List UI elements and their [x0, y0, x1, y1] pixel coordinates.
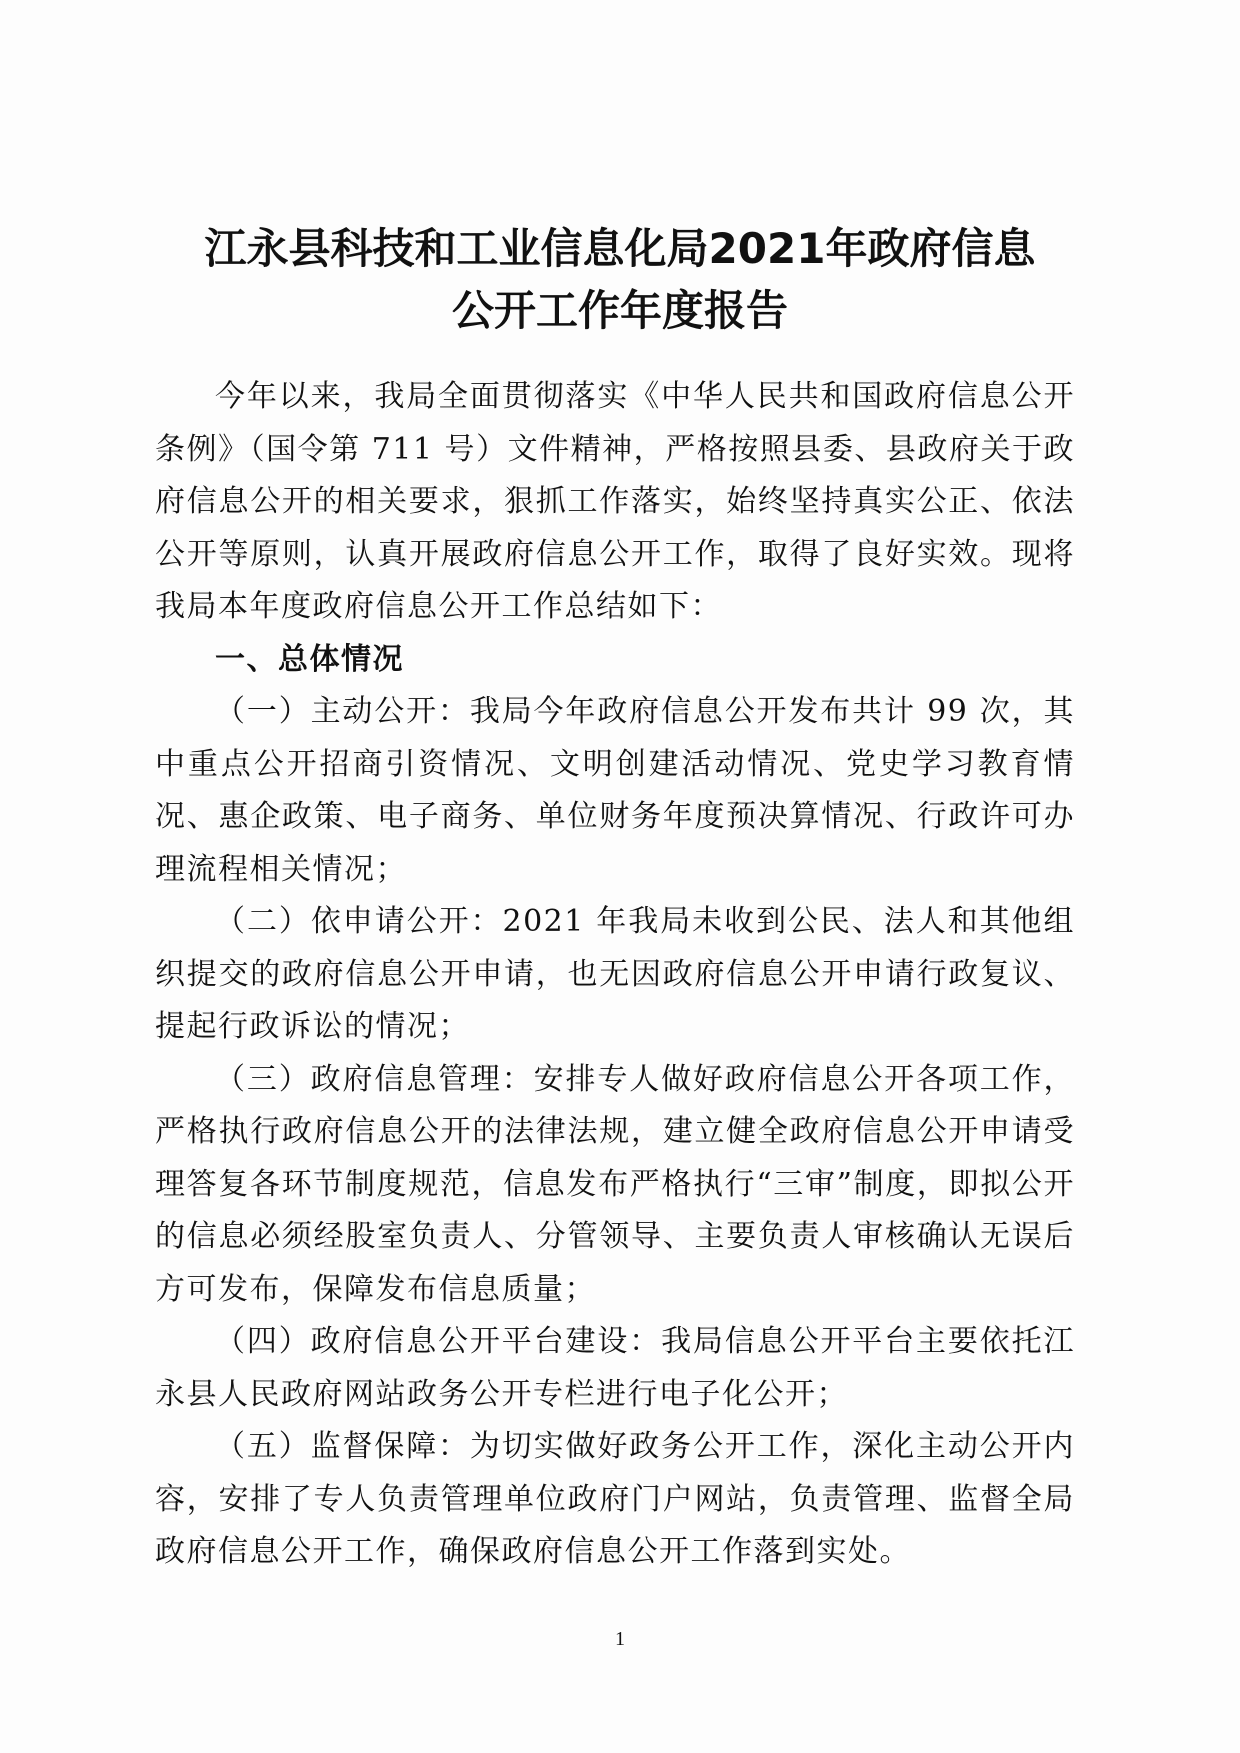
title-line-1: 江永县科技和工业信息化局2021年政府信息	[204, 224, 1036, 273]
title-line-2: 公开工作年度报告	[451, 286, 788, 335]
page-number: 1	[615, 1628, 625, 1650]
intro-paragraph: 今年以来，我局全面贯彻落实《中华人民共和国政府信息公开条例》（国令第 711 号）文件精神，严格按照县委、县政府关于政府信息公开的相关要求，狠抓工作落实，始终坚持真实公正、依法公开等原则，认真开展政府信息公开工作，取得了良好实效。现将我局本年度政府信息公开工作总结如下：	[155, 379, 1075, 624]
section-heading-overall: 一、总体情况	[215, 641, 404, 677]
paragraph-platform-construction: （四）政府信息公开平台建设：我局信息公开平台主要依托江永县人民政府网站政务公开专栏进行电子化公开；	[155, 1324, 1075, 1412]
paragraph-proactive-disclosure: （一）主动公开：我局今年政府信息公开发布共计 99 次，其中重点公开招商引资情况、文明创建活动情况、党史学习教育情况、惠企政策、电子商务、单位财务年度预决算情况、行政许可办理流程相关情况；	[155, 694, 1075, 887]
paragraph-supervision: （五）监督保障：为切实做好政务公开工作，深化主动公开内容，安排了专人负责管理单位政府门户网站，负责管理、监督全局政府信息公开工作，确保政府信息公开工作落到实处。	[155, 1429, 1075, 1569]
paragraph-information-management: （三）政府信息管理：安排专人做好政府信息公开各项工作，严格执行政府信息公开的法律法规，建立健全政府信息公开申请受理答复各环节制度规范，信息发布严格执行“三审”制度，即拟公开的信息必须经股室负责人、分管领导、主要负责人审核确认无误后方可发布，保障发布信息质量；	[155, 1061, 1075, 1307]
paragraph-application-disclosure: （二）依申请公开：2021 年我局未收到公民、法人和其他组织提交的政府信息公开申请，也无因政府信息公开申请行政复议、提起行政诉讼的情况；	[155, 904, 1075, 1044]
document-body	[155, 371, 1075, 1579]
document-title	[150, 218, 1090, 342]
